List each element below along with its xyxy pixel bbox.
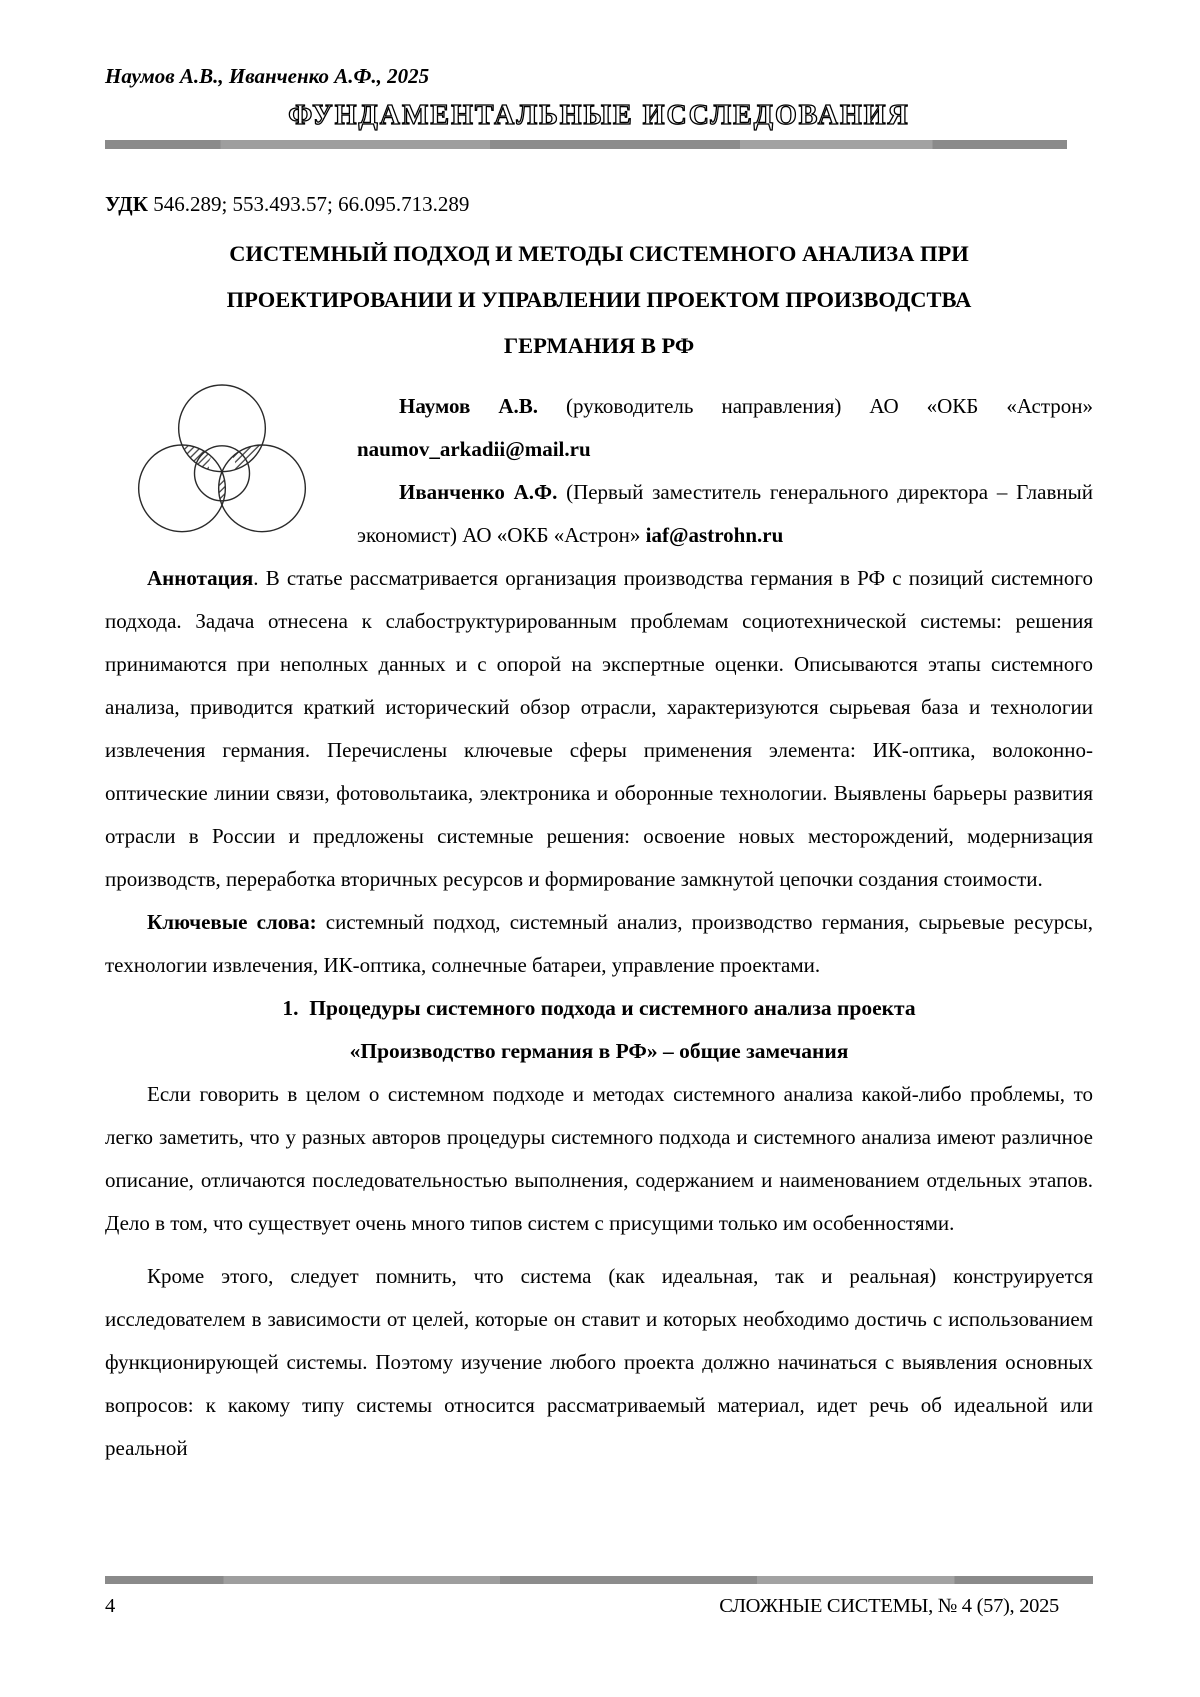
page-number: 4	[105, 1595, 116, 1617]
section-1-heading-line-2: «Производство германия в РФ» – общие замечания	[349, 1039, 849, 1063]
author-1-affiliation: (руководитель направления) АО «ОКБ «Астрон»	[538, 394, 1093, 418]
section-1-heading-line-1: 1. Процедуры системного подхода и системного анализа проекта	[282, 996, 916, 1020]
copyright-line: Наумов А.В., Иванченко А.Ф., 2025	[105, 64, 430, 88]
article-title	[105, 231, 1093, 369]
keywords-paragraph	[105, 901, 1093, 987]
author-2-name: Иванченко А.Ф.	[399, 480, 558, 504]
four-circles-logo-icon	[119, 385, 325, 535]
abstract-paragraph	[105, 557, 1093, 901]
section-1-heading	[105, 987, 1093, 1073]
keywords-label: Ключевые слова:	[147, 910, 317, 934]
footer-divider	[105, 1576, 1093, 1584]
journal-title: ФУНДАМЕНТАЛЬНЫЕ ИССЛЕДОВАНИЯ	[288, 100, 910, 131]
author-1-name: Наумов А.В.	[399, 394, 538, 418]
article-title-line-3: ГЕРМАНИЯ В РФ	[503, 333, 695, 358]
body-paragraph-2: Кроме этого, следует помнить, что система (как идеальная, так и реальная) конструируется исследователем в зависимости от целей, которые он ставит и которых необходимо достичь с использованием функционирующей системы. Поэтому изучение любого проекта должно начинаться с выявления основных вопросов: к какому типу системы относится рассматриваемый материал, идет речь об идеальной или реальной	[105, 1264, 1093, 1460]
author-1-email: naumov_arkadii@mail.ru	[357, 437, 591, 461]
header-divider	[105, 140, 1067, 149]
author-2-affiliation: (Первый заместитель генерального директора – Главный экономист) АО «ОКБ «Астрон»	[357, 480, 1093, 547]
abstract-label: Аннотация	[147, 566, 254, 590]
article-title-line-1: СИСТЕМНЫЙ ПОДХОД И МЕТОДЫ СИСТЕМНОГО АНАЛИЗА ПРИ	[229, 241, 969, 266]
udc-label: УДК	[105, 192, 148, 216]
article-title-line-2: ПРОЕКТИРОВАНИИ И УПРАВЛЕНИИ ПРОЕКТОМ ПРОИЗВОДСТВА	[226, 287, 972, 312]
page-footer	[105, 1576, 1093, 1620]
journal-reference: СЛОЖНЫЕ СИСТЕМЫ, № 4 (57), 2025	[719, 1595, 1059, 1617]
publisher-logo	[105, 385, 357, 535]
authors-block	[105, 385, 1093, 557]
udc-value: 546.289; 553.493.57; 66.095.713.289	[147, 192, 470, 216]
body-paragraph-1: Если говорить в целом о системном подходе и методах системного анализа какой-либо проблемы, то легко заметить, что у разных авторов процедуры системного подхода и системного анализа имеют различное описание, отличаются последовательностью выполнения, содержанием и наименованием отдельных этапов. Дело в том, что существует очень много типов систем с присущими только им особенностями.	[105, 1082, 1093, 1235]
author-2-email: iaf@astrohn.ru	[645, 523, 784, 547]
keywords-text: системный подход, системный анализ, производство германия, сырьевые ресурсы, технологии извлечения, ИК-оптика, солнечные батареи, управление проектами.	[105, 910, 1093, 977]
udc-line	[105, 189, 1093, 219]
abstract-text: . В статье рассматривается организация производства германия в РФ с позиций системного подхода. Задача отнесена к слабоструктурированным проблемам социотехнической системы: решения принимаются при неполных данных и с опорой на экспертные оценки. Описываются этапы системного анализа, приводится краткий исторический обзор отрасли, характеризуются сырьевая база и технологии извлечения германия. Перечислены ключевые сферы применения элемента: ИК-оптика, волоконно-оптические линии связи, фотовольтаика, электроника и оборонные технологии. Выявлены барьеры развития отрасли в России и предложены системные решения: освоение новых месторождений, модернизация производств, переработка вторичных ресурсов и формирование замкнутой цепочки создания стоимости.	[105, 566, 1093, 891]
